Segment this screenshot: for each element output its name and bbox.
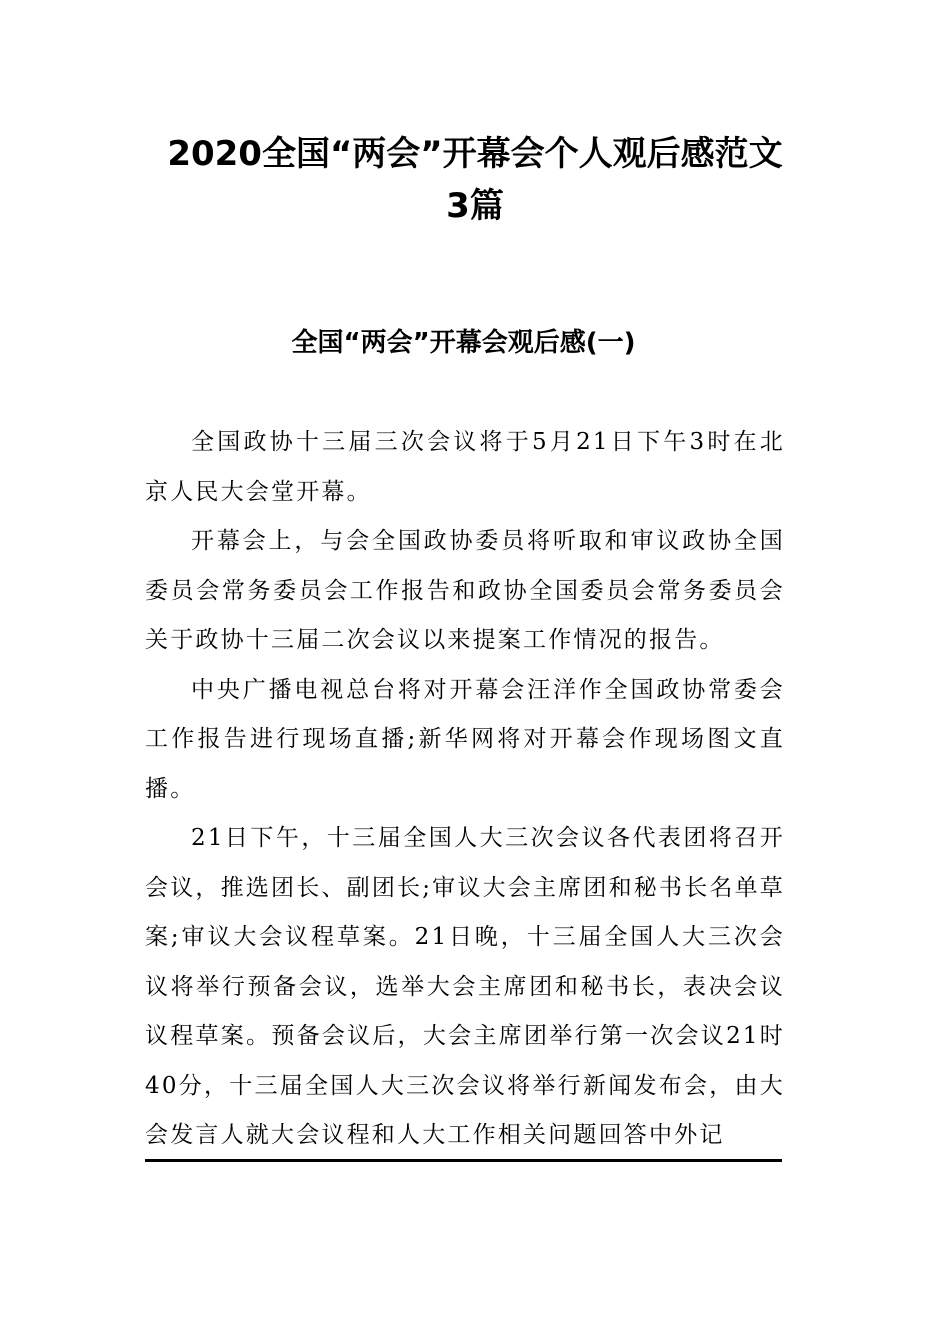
section-heading: 全国“两会”开幕会观后感(一) — [291, 328, 636, 358]
page-bottom-rule — [145, 1159, 782, 1162]
paragraph-1: 全国政协十三届三次会议将于5月21日下午3时在北京人民大会堂开幕。 — [145, 429, 785, 505]
title-line-1: 2020全国“两会”开幕会个人观后感范文 — [167, 134, 783, 174]
title-line-2: 3篇 — [446, 186, 504, 226]
paragraph-2: 开幕会上，与会全国政协委员将听取和审议政协全国委员会常务委员会工作报告和政协全国委员会常务委员会关于政协十三届二次会议以来提案工作情况的报告。 — [145, 528, 785, 653]
document-title — [100, 128, 850, 232]
paragraph-3: 中央广播电视总台将对开幕会汪洋作全国政协常委会工作报告进行现场直播;新华网将对开幕会作现场图文直播。 — [145, 676, 785, 802]
paragraph-4: 21日下午，十三届全国人大三次会议各代表团将召开会议，推选团长、副团长;审议大会主席团和秘书长名单草案;审议大会议程草案。21日晚，十三届全国人大三次会议将举行预备会议，选举大会主席团和秘书长，表决会议议程草案。预备会议后，大会主席团举行第一次会议21时40分，十三届全国人大三次会议将举行新闻发布会，由大会发言人就大会议程和人大工作相关问题回答中外记 — [145, 825, 785, 1148]
body-text — [145, 418, 785, 1161]
